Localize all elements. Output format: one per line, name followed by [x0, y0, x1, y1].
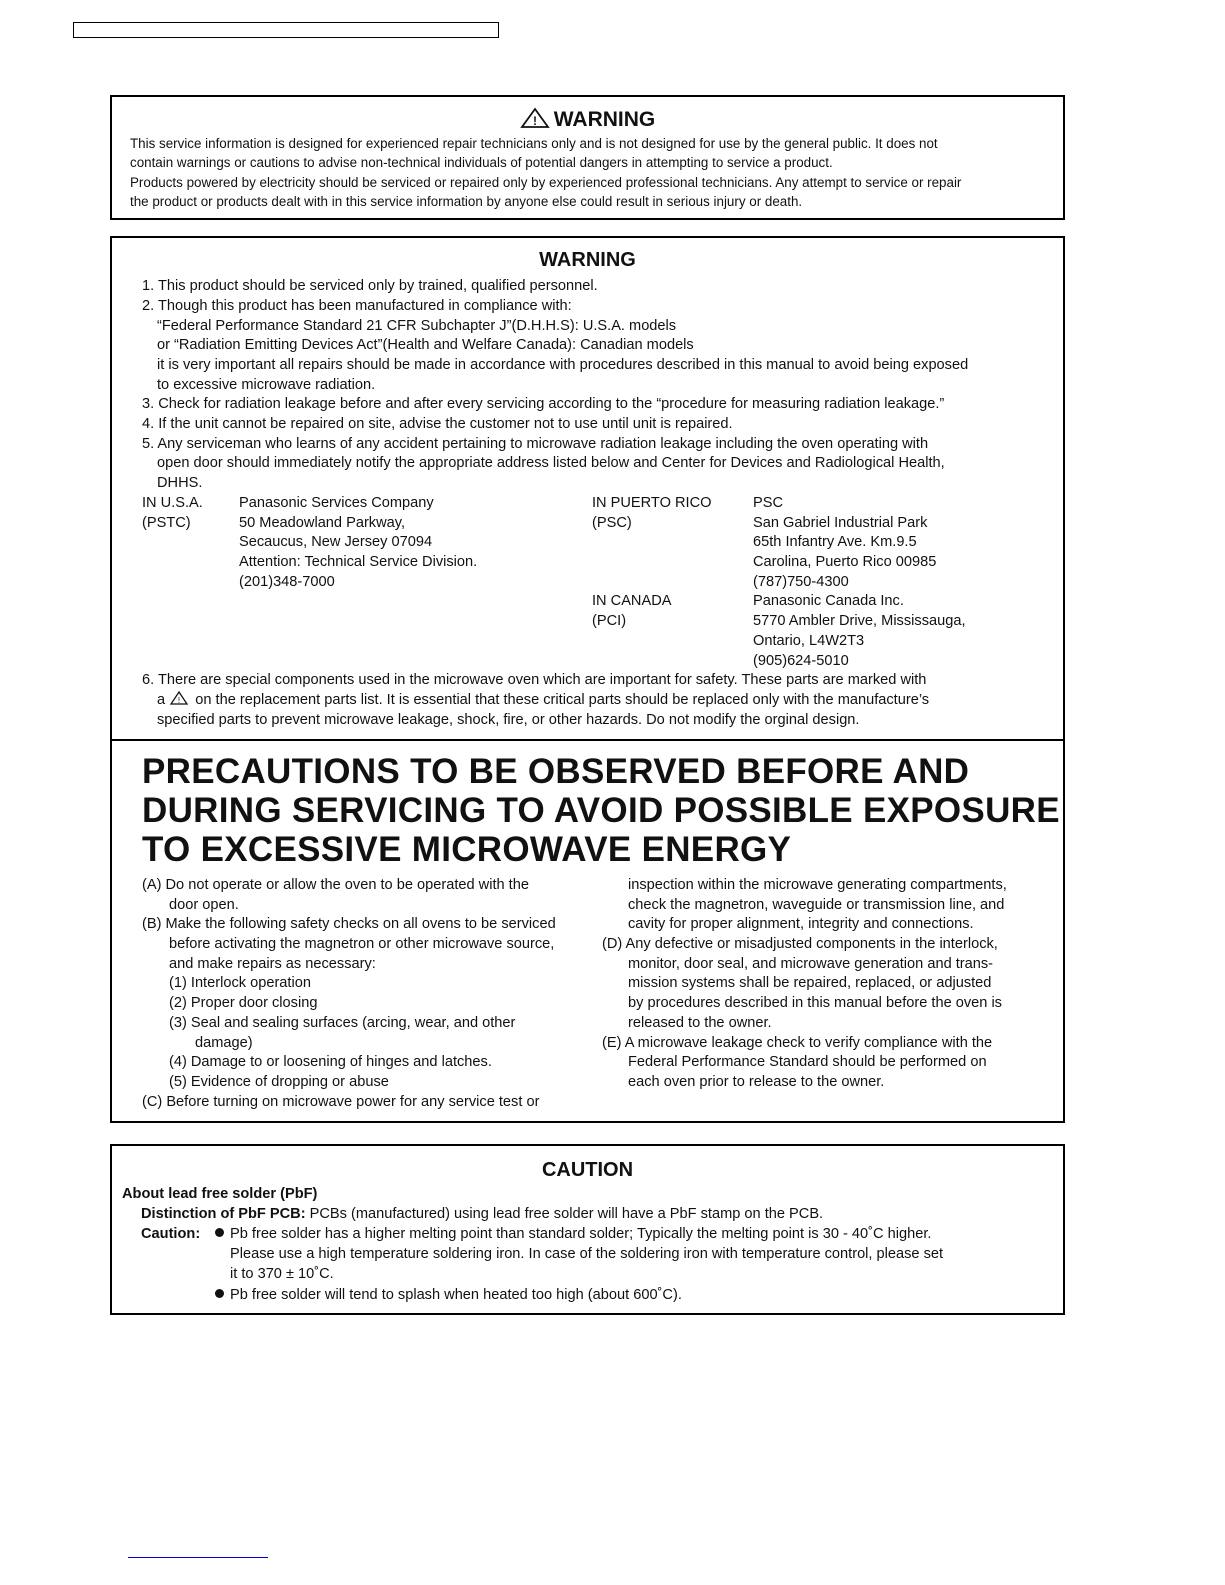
precaution-line: before activating the magnetron or other microwave source, [169, 936, 555, 952]
caution-box [110, 1144, 1065, 1315]
warning-item-6: a ! on the replacement parts list. It is essential that these critical parts should be replaced only with the manufacture’s [157, 692, 930, 708]
precaution-line: (D) Any defective or misadjusted components in the interlock, [602, 936, 998, 952]
precaution-line: (A) Do not operate or allow the oven to be operated with the [142, 877, 529, 893]
precautions-heading: TO EXCESSIVE MICROWAVE ENERGY [142, 830, 792, 869]
precaution-line: (1) Interlock operation [169, 975, 311, 991]
address-line-ca: 5770 Ambler Drive, Mississauga, [753, 613, 966, 629]
general-warning-line: Products powered by electricity should be serviced or repaired only by experienced professional technicians. Any attempt to service or repair [130, 175, 962, 190]
general-warning-line: This service information is designed for experienced repair technicians only and is not designed for use by the general public. It does not [130, 136, 938, 151]
address-line-usa: (201)348-7000 [239, 574, 335, 590]
precaution-line: mission systems shall be repaired, replaced, or adjusted [628, 975, 992, 991]
address-line-pr: San Gabriel Industrial Park [753, 515, 928, 531]
distinction-text: PCBs (manufactured) using lead free solder will have a PbF stamp on the PCB. [309, 1206, 824, 1222]
precaution-line: (E) A microwave leakage check to verify compliance with the [602, 1035, 993, 1051]
warning-item: 3. Check for radiation leakage before and after every servicing according to the “procedure for measuring radiation leakage.” [142, 396, 945, 412]
general-warning-title: ! WARNING [112, 107, 1063, 132]
precaution-line: (2) Proper door closing [169, 995, 318, 1011]
warning-item: to excessive microwave radiation. [157, 377, 376, 393]
address-label-usa-code: (PSTC) [142, 515, 191, 531]
general-warning-line: contain warnings or cautions to advise non-technical individuals of potential dangers in attempting to service a product. [130, 155, 833, 170]
precaution-line: (B) Make the following safety checks on all ovens to be serviced [142, 916, 556, 932]
precaution-line: (3) Seal and sealing surfaces (arcing, wear, and other [169, 1015, 516, 1031]
service-warning-title: WARNING [539, 249, 636, 271]
general-warning-line: the product or products dealt with in this service information by anyone else could result in serious injury or death. [130, 194, 803, 209]
precaution-line: by procedures described in this manual before the oven is [628, 995, 1002, 1011]
address-line-usa: 50 Meadowland Parkway, [239, 515, 406, 531]
precaution-line: monitor, door seal, and microwave generation and trans- [628, 956, 994, 972]
precaution-line: inspection within the microwave generating compartments, [628, 877, 1007, 893]
precautions-heading: PRECAUTIONS TO BE OBSERVED BEFORE AND [142, 752, 970, 791]
precaution-line: (5) Evidence of dropping or abuse [169, 1074, 389, 1090]
address-label-pr: IN PUERTO RICO [592, 495, 712, 511]
precaution-line: and make repairs as necessary: [169, 956, 376, 972]
warning-item: 1. This product should be serviced only by trained, qualified personnel. [142, 278, 598, 294]
precaution-line: (4) Damage to or loosening of hinges and latches. [169, 1054, 492, 1070]
svg-text:!: ! [532, 114, 537, 128]
precaution-line: Federal Performance Standard should be performed on [628, 1054, 987, 1070]
address-line-pr: Carolina, Puerto Rico 00985 [753, 554, 937, 570]
address-line-ca: Ontario, L4W2T3 [753, 633, 865, 649]
warning-item: “Federal Performance Standard 21 CFR Subchapter J”(D.H.H.S): U.S.A. models [157, 318, 677, 334]
caution-subhead: About lead free solder (PbF) [122, 1186, 318, 1202]
warning-item: 4. If the unit cannot be repaired on site, advise the customer not to use until unit is repaired. [142, 416, 733, 432]
precaution-line: released to the owner. [628, 1015, 772, 1031]
warning-item: 5. Any serviceman who learns of any accident pertaining to microwave radiation leakage including the oven operating with [142, 436, 929, 452]
precaution-line: damage) [195, 1035, 253, 1051]
address-line-usa: Secaucus, New Jersey 07094 [239, 534, 433, 550]
svg-text:!: ! [178, 696, 181, 705]
service-warning-box [110, 236, 1065, 1123]
header-bar [73, 22, 499, 38]
precaution-line: door open. [169, 897, 239, 913]
address-line-ca: Panasonic Canada Inc. [753, 593, 904, 609]
general-warning-box [110, 95, 1065, 220]
address-label-pr-code: (PSC) [592, 515, 632, 531]
warning-item: open door should immediately notify the appropriate address listed below and Center for Devices and Radiological Health, [157, 455, 945, 471]
address-line-usa: Attention: Technical Service Division. [239, 554, 478, 570]
warning-item-6: 6. There are special components used in the microwave oven which are important for safety. These parts are marked with [142, 672, 927, 688]
warning-item: or “Radiation Emitting Devices Act”(Health and Welfare Canada): Canadian models [157, 337, 694, 353]
precaution-line: each oven prior to release to the owner. [628, 1074, 885, 1090]
warning-item-6: specified parts to prevent microwave leakage, shock, fire, or other hazards. Do not modify the orginal design. [157, 712, 860, 728]
warning-item: 2. Though this product has been manufactured in compliance with: [142, 298, 572, 314]
address-line-pr: 65th Infantry Ave. Km.9.5 [753, 534, 917, 550]
address-line-usa: Panasonic Services Company [239, 495, 434, 511]
section-divider [112, 739, 1063, 741]
warning-item: it is very important all repairs should be made in accordance with procedures described in this manual to avoid being exposed [157, 357, 969, 373]
warning-item: DHHS. [157, 475, 203, 491]
precaution-line: check the magnetron, waveguide or transmission line, and [628, 897, 1005, 913]
precautions-heading: DURING SERVICING TO AVOID POSSIBLE EXPOSURE [142, 791, 1060, 830]
address-line-ca: (905)624-5010 [753, 653, 849, 669]
precaution-line: (C) Before turning on microwave power for any service test or [142, 1094, 540, 1110]
address-label-ca-code: (PCI) [592, 613, 627, 629]
caution-bullet-line: Please use a high temperature soldering iron. In case of the soldering iron with temperature control, please set [230, 1246, 944, 1262]
address-label-usa: IN U.S.A. [142, 495, 203, 511]
address-label-ca: IN CANADA [592, 593, 672, 609]
address-line-pr: (787)750-4300 [753, 574, 849, 590]
caution-bullet: Pb free solder has a higher melting point than standard solder; Typically the melting point is 30 - 40˚C higher. [215, 1224, 931, 1244]
footer-line [128, 1557, 268, 1558]
warning-triangle-icon [520, 107, 550, 129]
caution-bullet-line: it to 370 ± 10˚C. [230, 1266, 334, 1282]
caution-label: Caution: [141, 1226, 201, 1242]
bullet-icon [215, 1289, 224, 1298]
bullet-icon [215, 1228, 224, 1237]
precaution-line: cavity for proper alignment, integrity and connections. [628, 916, 974, 932]
caution-bullet: Pb free solder will tend to splash when heated too high (about 600˚C). [215, 1285, 682, 1305]
address-line-pr: PSC [753, 495, 784, 511]
distinction-label: Distinction of PbF PCB: [141, 1206, 306, 1222]
caution-title: CAUTION [541, 1159, 634, 1181]
distinction-line [141, 1204, 823, 1224]
warning-triangle-icon [170, 691, 188, 705]
